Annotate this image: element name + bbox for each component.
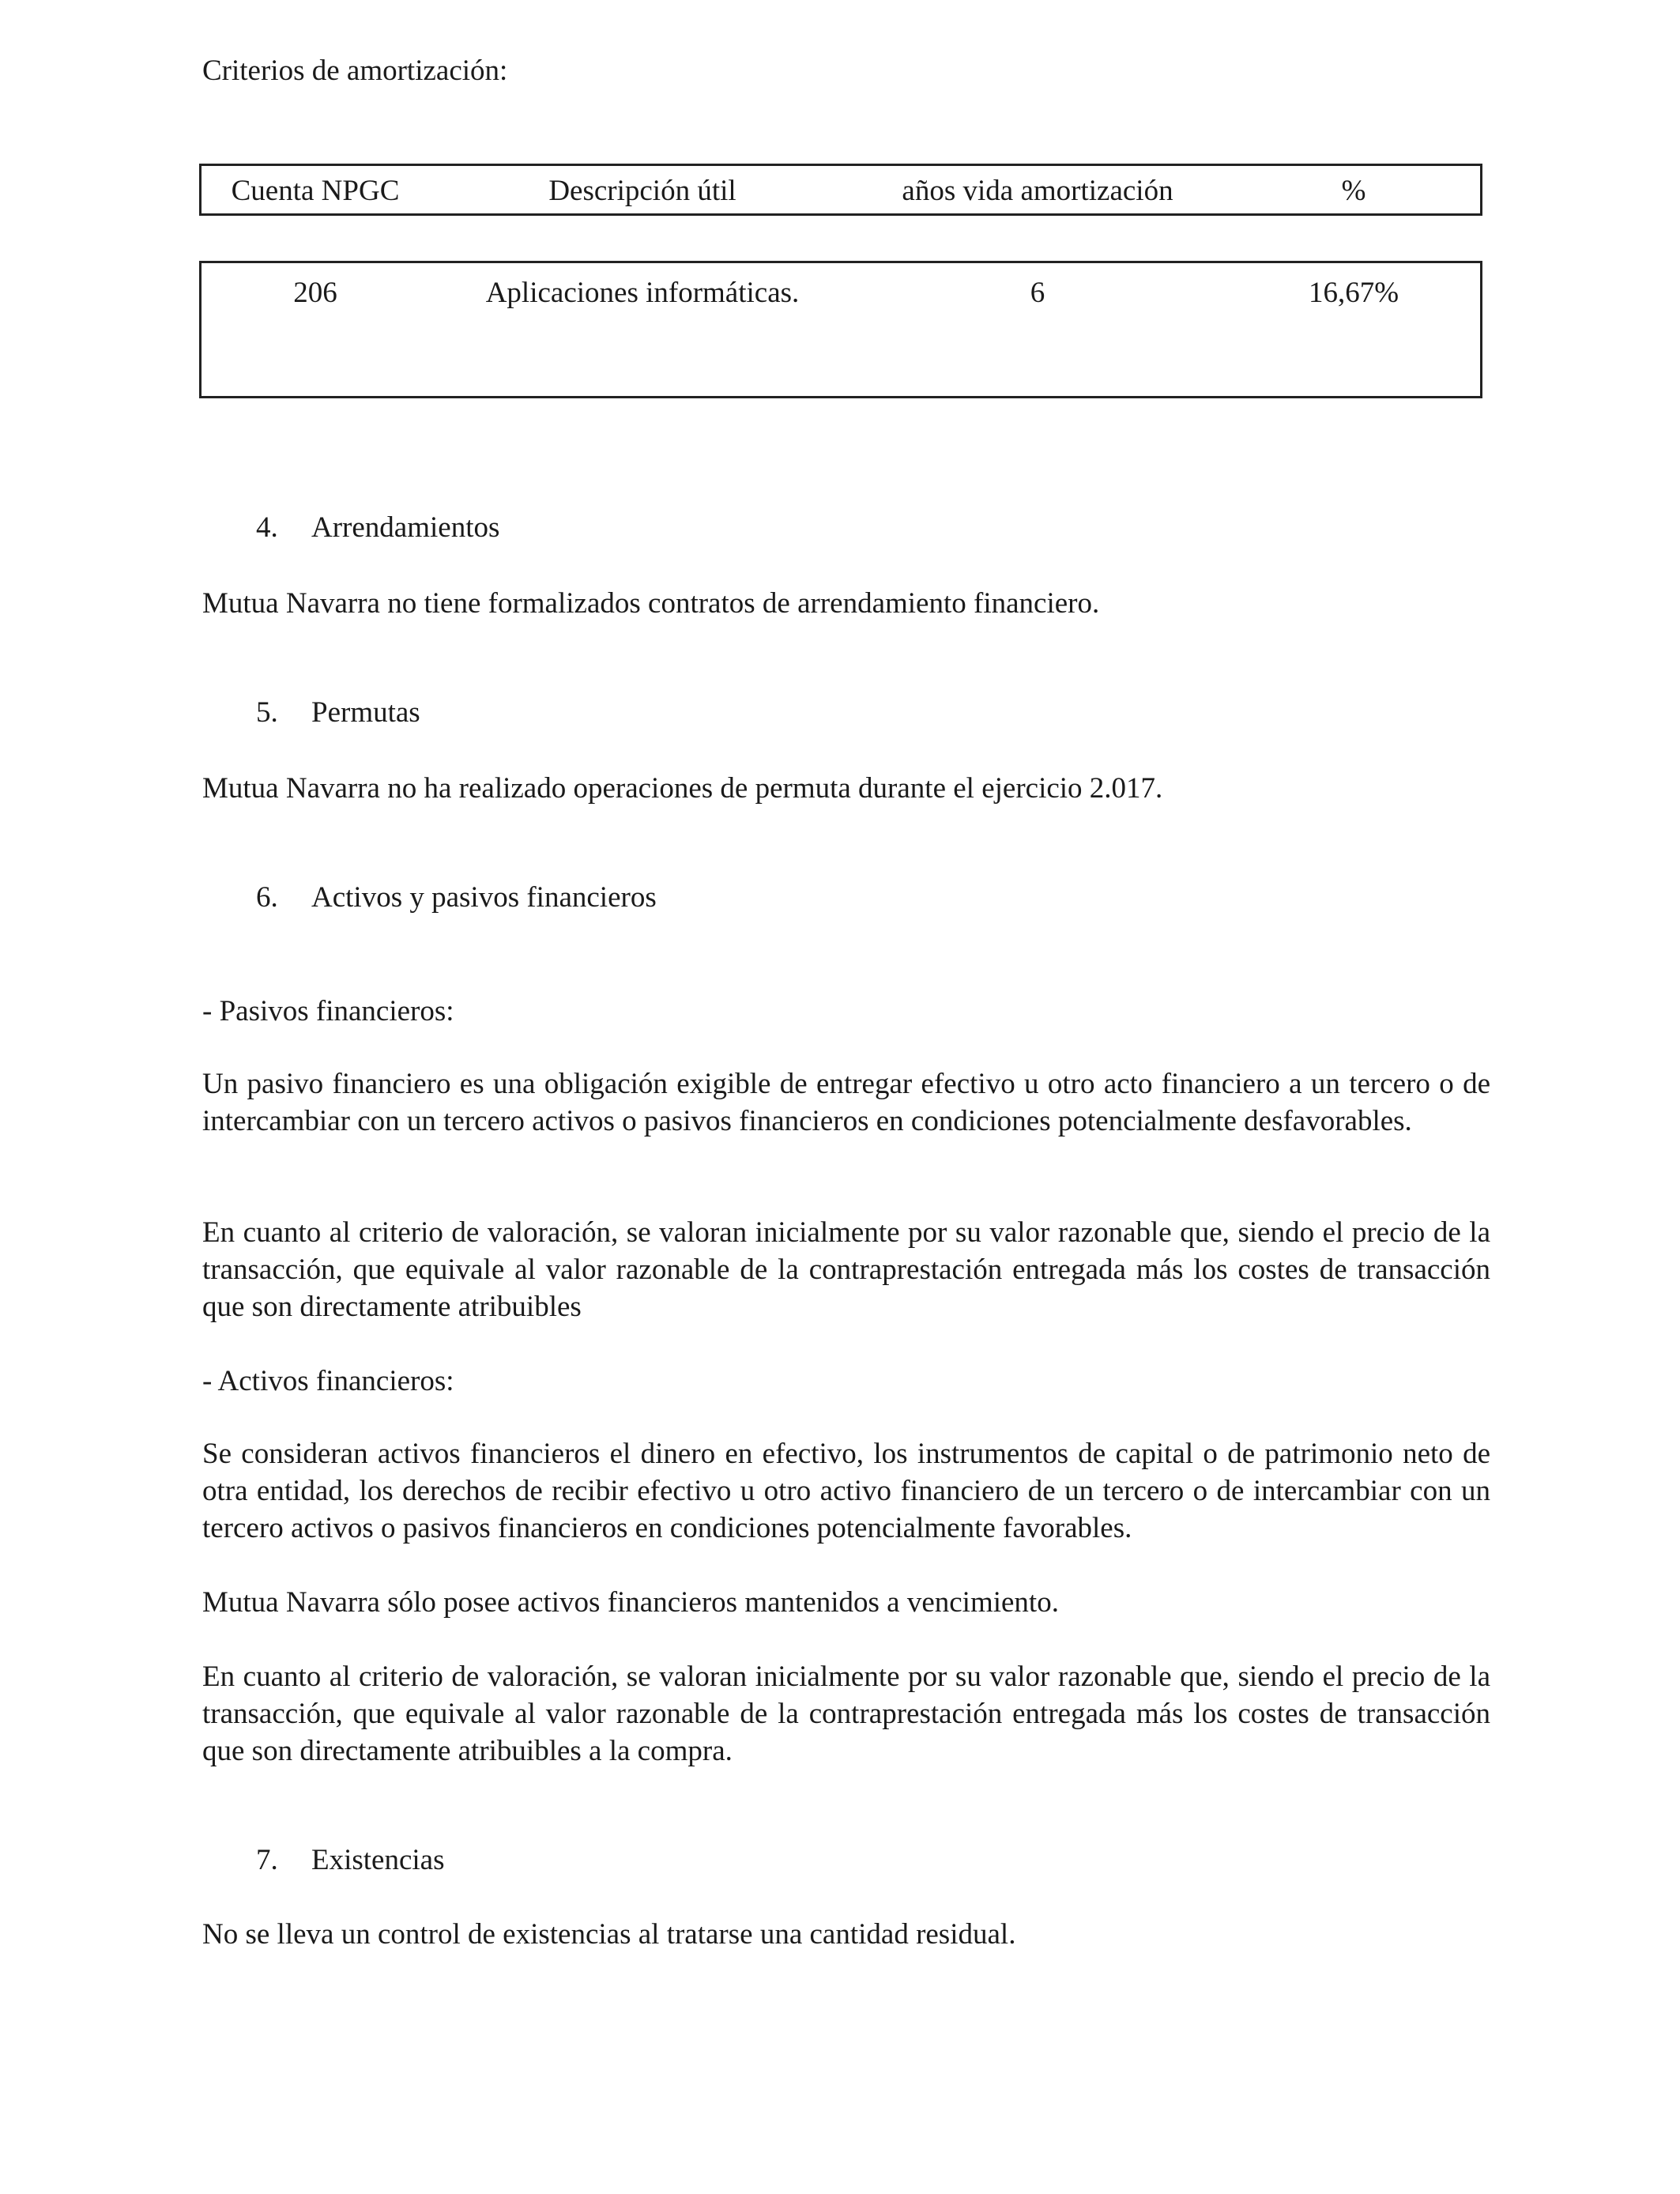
paragraph-text: Un pasivo financiero es una obligación exigible de entregar efectivo u otro acto financiero a un tercero o de intercambiar con un tercero activos o pasivos financieros en condiciones potencialmente desfavorables.: [202, 1068, 1490, 1137]
section-4-body: Mutua Navarra no tiene formalizados contratos de arrendamiento financiero.: [202, 587, 1100, 620]
paragraph-text: En cuanto al criterio de valoración, se valoran inicialmente por su valor razonable que, siendo el precio de la transacción, que equivale al valor razonable de la contraprestación entregada más los costes de transacción que son directamente atribuibles a la compra.: [202, 1661, 1490, 1767]
cell-cuenta: 206: [293, 277, 337, 309]
activos-valuation: [202, 1658, 1490, 1770]
pasivos-definition: [202, 1065, 1490, 1140]
criteria-heading: Criterios de amortización:: [202, 55, 508, 87]
header-anos-vida: años vida amortización: [902, 175, 1173, 207]
section-number: 7.: [256, 1844, 278, 1876]
section-number: 4.: [256, 511, 278, 544]
section-title: Activos y pasivos financieros: [311, 881, 657, 914]
activos-heading: - Activos financieros:: [202, 1365, 454, 1397]
section-7-body: No se lleva un control de existencias al tratarse una cantidad residual.: [202, 1918, 1016, 1951]
cell-porcentaje: 16,67%: [1308, 277, 1399, 309]
header-cuenta: Cuenta NPGC: [231, 175, 400, 207]
pasivos-valuation: [202, 1214, 1490, 1325]
pasivos-heading: - Pasivos financieros:: [202, 995, 454, 1027]
section-number: 6.: [256, 881, 278, 914]
section-title: Permutas: [311, 696, 420, 729]
activos-held: Mutua Navarra sólo posee activos financieros mantenidos a vencimiento.: [202, 1586, 1059, 1619]
section-title: Existencias: [311, 1844, 445, 1876]
paragraph-text: Se consideran activos financieros el dinero en efectivo, los instrumentos de capital o de patrimonio neto de otra entidad, los derechos de recibir efectivo u otro activo financiero de un tercero o de intercambiar con un tercero activos o pasivos financieros en condiciones potencialmente favorables.: [202, 1438, 1490, 1544]
cell-anos-vida: 6: [1030, 277, 1045, 309]
paragraph-text: En cuanto al criterio de valoración, se valoran inicialmente por su valor razonable que, siendo el precio de la transacción, que equivale al valor razonable de la contraprestación entregada más los costes de transacción que son directamente atribuibles: [202, 1216, 1490, 1323]
amortization-table-header: [199, 164, 1482, 216]
header-porcentaje: %: [1341, 175, 1366, 207]
section-number: 5.: [256, 696, 278, 729]
cell-descripcion: Aplicaciones informáticas.: [485, 277, 800, 309]
section-5-body: Mutua Navarra no ha realizado operaciones de permuta durante el ejercicio 2.017.: [202, 772, 1163, 805]
activos-definition: [202, 1435, 1490, 1547]
section-title: Arrendamientos: [311, 511, 500, 544]
amortization-table-body: [199, 261, 1482, 398]
header-descripcion: Descripción útil: [548, 175, 736, 207]
